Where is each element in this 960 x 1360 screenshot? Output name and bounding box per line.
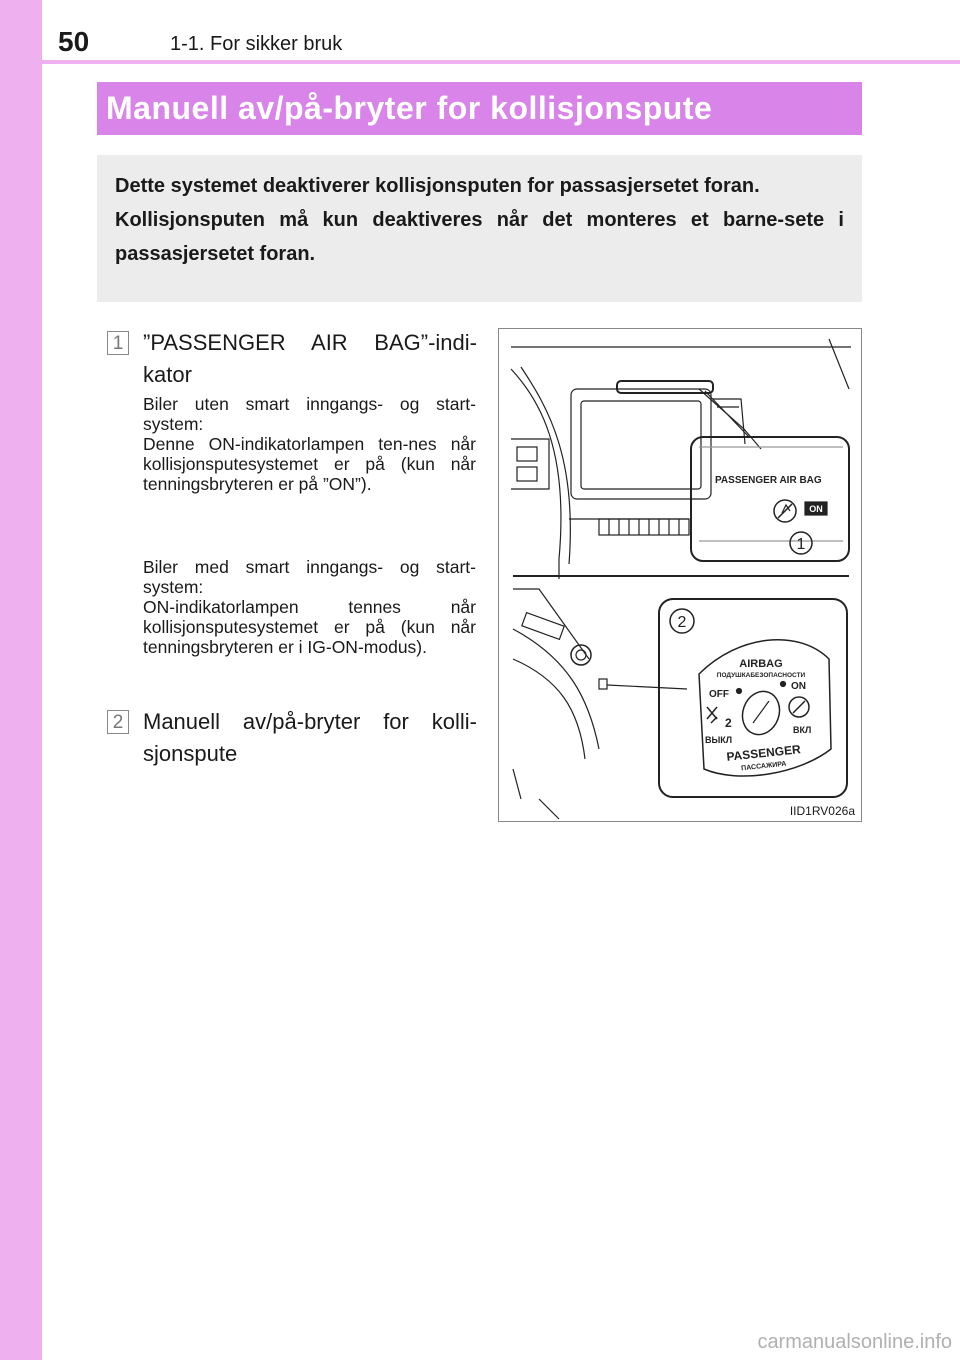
- footer-watermark: carmanualsonline.info: [757, 1331, 952, 1353]
- switch-off-ru-label: ВЫКЛ: [705, 735, 733, 745]
- description-heading: Biler uten smart inngangs- og start-system:: [143, 394, 476, 434]
- indicator-on-label: ON: [809, 504, 823, 514]
- callout-1-number: 1: [796, 536, 806, 553]
- item-description: [143, 394, 476, 494]
- callout-2-number: 2: [677, 614, 687, 631]
- intro-paragraph: Kollisjonsputen må kun deaktiveres når det monteres et barne-sete i passasjersetet foran.: [115, 209, 844, 265]
- item-description: [143, 557, 476, 657]
- section-label: 1-1. For sikker bruk: [170, 33, 343, 55]
- side-strip: [0, 0, 42, 1360]
- page-number: 50: [58, 26, 90, 57]
- intro-paragraph: Dette systemet deaktiverer kollisjonsputen for passasjersetet foran.: [115, 175, 760, 197]
- item-title: Manuell av/på-bryter for kolli-sjonspute: [143, 709, 477, 766]
- page-title: Manuell av/på-bryter for kollisjonspute: [106, 90, 713, 126]
- switch-airbag-ru-label: ПОДУШКАБЕЗОПАСНОСТИ: [716, 672, 806, 679]
- title-bar: [97, 82, 862, 135]
- list-item: [97, 327, 477, 391]
- description-body: ON-indikatorlampen tennes når kollisjonsputesystemet er på (kun når tenningsbryteren er i IG-ON-modus).: [143, 597, 476, 657]
- switch-on-ru-label: ВКЛ: [793, 725, 812, 735]
- description-body: Denne ON-indikatorlampen ten-nes når kollisjonsputesystemet er på (kun når tenningsbryteren er på ”ON”).: [143, 434, 476, 494]
- airbag-on-icon: [789, 697, 809, 717]
- item-title: ”PASSENGER AIR BAG”-indi-kator: [143, 330, 477, 387]
- figure-code: IID1RV026a: [789, 804, 855, 818]
- description-heading: Biler med smart inngangs- og start-system:: [143, 557, 476, 597]
- header-divider: [42, 60, 960, 64]
- switch-airbag-label: AIRBAG: [739, 658, 783, 670]
- switch-two-label: 2: [725, 716, 732, 730]
- list-item: [97, 706, 477, 770]
- switch-on-label: ON: [791, 681, 806, 692]
- airbag-off-icon: [707, 707, 717, 723]
- illustration-drawing: [499, 329, 861, 821]
- item-number-badge: 2: [107, 710, 129, 734]
- item-number-badge: 1: [107, 331, 129, 355]
- switch-passenger-ru-label: ПАССАЖИРА: [740, 760, 787, 773]
- passenger-airbag-indicator-icon: [774, 500, 796, 522]
- intro-box: [97, 155, 862, 302]
- indicator-label: PASSENGER AIR BAG: [715, 475, 822, 486]
- dashboard-illustration: [498, 328, 862, 822]
- switch-passenger-label: PASSENGER: [725, 742, 802, 764]
- switch-off-label: OFF: [709, 689, 729, 700]
